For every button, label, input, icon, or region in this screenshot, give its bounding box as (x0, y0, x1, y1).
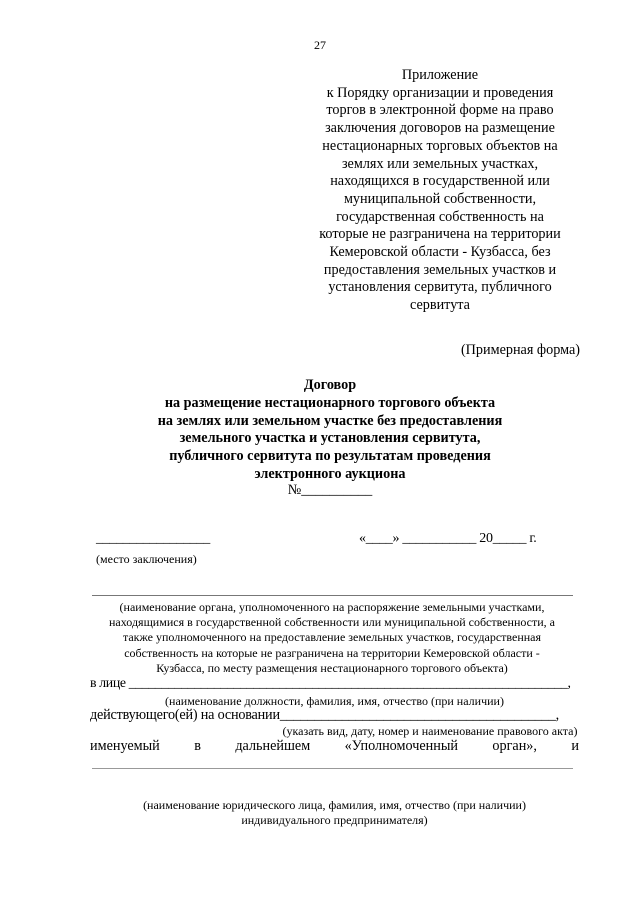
place-caption: (место заключения) (96, 552, 197, 566)
title-line: земельного участка и установления сервитута, (179, 430, 481, 447)
page-number: 27 (314, 38, 326, 52)
caption-line: также уполномоченного на предоставление земельных участков, государственная (122, 630, 542, 645)
appendix-line: заключения договоров на размещение (325, 120, 555, 137)
appendix-line: к Порядку организации и проведения (326, 84, 554, 101)
caption-line: собственность на которые не разграничена на территории Кемеровской области - (124, 645, 540, 660)
title-line: публичного сервитута по результатам проведения (169, 448, 491, 465)
appendix-line: нестационарных торговых объектов на (322, 137, 558, 154)
basis-field[interactable]: действующего(ей) на основании________________________________________, (90, 707, 559, 723)
caption-line: Кузбасса, по месту размещения нестационарного торгового объекта) (156, 660, 508, 675)
word: «Уполномоченный (344, 738, 458, 754)
word: в (194, 738, 201, 754)
authority-caption (92, 600, 572, 676)
contract-number-field[interactable]: №__________ (287, 482, 373, 498)
contract-title (90, 377, 570, 484)
appendix-line: Приложение (401, 67, 479, 83)
word: и (571, 738, 579, 754)
title-line: на землях или земельном участке без предоставления (157, 412, 503, 429)
party-field[interactable] (92, 768, 573, 769)
word: именуемый (90, 738, 160, 754)
word: дальнейшем (235, 738, 311, 754)
basis-caption: (указать вид, дату, номер и наименование правового акта) (282, 724, 578, 738)
caption-line: индивидуального предпринимателя) (241, 813, 428, 828)
appendix-line: установления сервитута, публичного (328, 279, 552, 296)
caption-line: находящимися в государственной собственности или муниципальной собственности, а (109, 615, 555, 630)
word: орган», (492, 738, 537, 754)
appendix-line: предоставления земельных участков и (323, 261, 557, 278)
appendix-line: государственная собственность на (336, 208, 544, 225)
form-note: (Примерная форма) (460, 342, 580, 358)
date-field[interactable]: «____» ___________ 20_____ г. (359, 531, 537, 546)
appendix-line: Кемеровской области - Кузбасса, без (329, 244, 551, 261)
appendix-line: сервитута (410, 297, 470, 314)
hereinafter-line (90, 738, 579, 755)
person-field[interactable]: в лице ___________________________________________________________________, (90, 675, 571, 690)
person-caption: (наименование должности, фамилия, имя, отчество (при наличии) (165, 694, 504, 708)
appendix-line: находящихся в государственной или (330, 173, 550, 190)
place-field[interactable]: _________________ (96, 531, 210, 546)
appendix-block (300, 67, 580, 315)
appendix-line: торгов в электронной форме на право (326, 102, 554, 119)
authority-field[interactable] (92, 595, 573, 596)
caption-line: (наименование юридического лица, фамилия, имя, отчество (при наличии) (143, 798, 526, 812)
title-line: Договор (303, 377, 357, 393)
appendix-line: муниципальной собственности, (343, 190, 537, 207)
title-line: электронного аукциона (254, 465, 406, 482)
appendix-line: землях или земельных участках, (341, 155, 539, 172)
caption-line: (наименование органа, уполномоченного на распоряжение земельными участками, (119, 600, 545, 614)
appendix-line: которые не разграничена на территории (319, 226, 561, 243)
title-line: на размещение нестационарного торгового объекта (164, 394, 496, 411)
party-caption (90, 798, 579, 828)
